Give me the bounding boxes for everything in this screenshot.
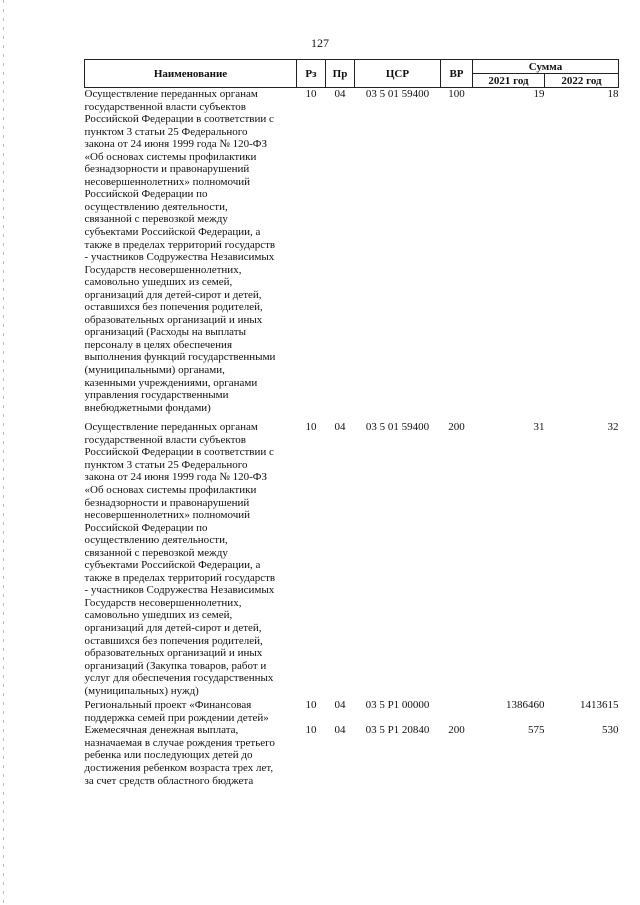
- row-name-line: Российской Федерации по: [84, 188, 208, 201]
- table-row: [85, 414, 619, 697]
- row-name-line: субъектами Российской Федерации, а: [84, 226, 261, 239]
- table-row: [85, 88, 619, 415]
- row-vr: [441, 697, 473, 724]
- row-y1: 19: [533, 88, 545, 100]
- row-name-line: поддержка семей при рождении детей»: [84, 711, 269, 724]
- row-pr: 04: [334, 699, 346, 712]
- row-name-line: «Об основах системы профилактики: [84, 483, 257, 496]
- row-name-line: несовершеннолетних» полномочий: [84, 509, 251, 522]
- row-name-line: несовершеннолетних» полномочий: [84, 175, 251, 188]
- row-name-line: организаций (Закупка товаров, работ и: [84, 659, 267, 672]
- row-name: [85, 724, 297, 787]
- row-y2: 1413615: [580, 699, 619, 712]
- table-row: [85, 724, 619, 787]
- row-y1: 1386460: [506, 699, 545, 712]
- row-name-line: Российской Федерации по: [84, 521, 208, 534]
- budget-table: [84, 59, 619, 787]
- row-csr: 03 5 01 59400: [365, 421, 430, 434]
- row-name-line: Государств несовершеннолетних,: [84, 263, 242, 276]
- row-csr: 03 5 01 59400: [365, 88, 430, 100]
- row-rz: 10: [305, 421, 317, 434]
- row-pr: 04: [334, 88, 346, 100]
- row-name-line: самовольно ушедших из семей,: [84, 609, 233, 622]
- row-csr: 03 5 P1 20840: [365, 724, 430, 737]
- table-row: [85, 697, 619, 724]
- row-name-line: организаций для детей-сирот и детей,: [84, 288, 262, 301]
- row-name-line: управления государственными: [84, 389, 229, 402]
- row-name-line: Государств несовершеннолетних,: [84, 596, 242, 609]
- row-name-line: Российской Федерации в соответствии с: [84, 113, 274, 126]
- row-name-line: достижения ребенком возраста трех лет,: [84, 761, 274, 774]
- header-pr: Пр: [326, 60, 355, 88]
- row-rz: 10: [305, 88, 317, 100]
- row-name-line: казенными учреждениями, органами: [84, 376, 258, 389]
- row-name-line: оставшихся без попечения родителей,: [84, 634, 263, 647]
- row-name-line: государственной власти субъектов: [84, 433, 246, 446]
- row-name-line: - участников Содружества Независимых: [84, 251, 275, 264]
- row-name-line: образовательных организаций и иных: [84, 313, 263, 326]
- row-name-line: закона от 24 июня 1999 года № 120-ФЗ: [84, 138, 268, 151]
- row-vr: 200: [448, 421, 465, 434]
- row-name-line: связанной с перевозкой между: [84, 213, 228, 226]
- header-csr: ЦСР: [355, 60, 441, 88]
- row-name-line: образовательных организаций и иных: [84, 647, 263, 660]
- row-name-line: выполнения функций государственными: [84, 351, 276, 364]
- header-sum: Сумма: [473, 60, 619, 74]
- row-vr: 200: [448, 724, 465, 737]
- row-name-line: (муниципальных) нужд): [84, 684, 199, 697]
- row-name-line: осуществлению деятельности,: [84, 200, 228, 213]
- row-name-line: назначаемая в случае рождения третьего: [84, 736, 275, 749]
- table-body: [85, 88, 619, 788]
- row-name-line: за счет средств областного бюджета: [84, 774, 254, 787]
- row-name-line: пунктом 3 статьи 25 Федерального: [84, 458, 248, 471]
- row-y1: 31: [533, 421, 545, 434]
- row-rz: 10: [305, 699, 317, 712]
- row-name-line: организаций для детей-сирот и детей,: [84, 621, 262, 634]
- row-name: [85, 88, 297, 415]
- row-name-line: - участников Содружества Независимых: [84, 584, 275, 597]
- header-vr: ВР: [441, 60, 473, 88]
- row-name-line: безнадзорности и правонарушений: [84, 163, 250, 176]
- row-name-line: ребенка или последующих детей до: [84, 749, 253, 762]
- row-rz: 10: [305, 724, 317, 737]
- row-name-line: Ежемесячная денежная выплата,: [84, 724, 239, 737]
- row-name-line: Российской Федерации в соответствии с: [84, 446, 274, 459]
- scan-edge: [3, 0, 4, 905]
- row-name-line: оставшихся без попечения родителей,: [84, 301, 263, 314]
- row-name-line: (муниципальными) органами,: [84, 364, 225, 377]
- row-name-line: «Об основах системы профилактики: [84, 150, 257, 163]
- row-name-line: закона от 24 июня 1999 года № 120-ФЗ: [84, 471, 268, 484]
- table-header: [85, 60, 619, 88]
- row-y1: 575: [528, 724, 545, 737]
- row-name-line: услуг для обеспечения государственных: [84, 672, 274, 685]
- row-name-line: Осуществление переданных органам: [84, 421, 258, 434]
- row-name-line: связанной с перевозкой между: [84, 546, 228, 559]
- page-number: 127: [311, 36, 329, 50]
- header-name: Наименование: [85, 60, 297, 88]
- row-y2: 32: [607, 421, 619, 434]
- row-name-line: также в пределах территорий государств: [84, 571, 276, 584]
- row-name-line: осуществлению деятельности,: [84, 534, 228, 547]
- row-name-line: Осуществление переданных органам: [84, 88, 258, 100]
- row-name-line: внебюджетными фондами): [84, 401, 211, 414]
- row-name-line: Региональный проект «Финансовая: [84, 699, 252, 712]
- header-year-2022: 2022 год: [545, 74, 619, 88]
- row-y2: 18: [607, 88, 619, 100]
- row-pr: 04: [334, 724, 346, 737]
- row-name: [85, 697, 297, 724]
- row-pr: 04: [334, 421, 346, 434]
- row-name-line: организаций (Расходы на выплаты: [84, 326, 246, 339]
- row-name: [85, 414, 297, 697]
- header-year-2021: 2021 год: [473, 74, 545, 88]
- row-csr: 03 5 P1 00000: [365, 699, 430, 712]
- row-y2: 530: [602, 724, 619, 737]
- row-name-line: субъектами Российской Федерации, а: [84, 559, 261, 572]
- row-name-line: государственной власти субъектов: [84, 100, 246, 113]
- row-vr: 100: [448, 88, 465, 100]
- row-name-line: также в пределах территорий государств: [84, 238, 276, 251]
- row-name-line: персоналу в целях обеспечения: [84, 338, 233, 351]
- header-rz: Рз: [297, 60, 326, 88]
- row-name-line: безнадзорности и правонарушений: [84, 496, 250, 509]
- row-name-line: пунктом 3 статьи 25 Федерального: [84, 125, 248, 138]
- row-name-line: самовольно ушедших из семей,: [84, 276, 233, 289]
